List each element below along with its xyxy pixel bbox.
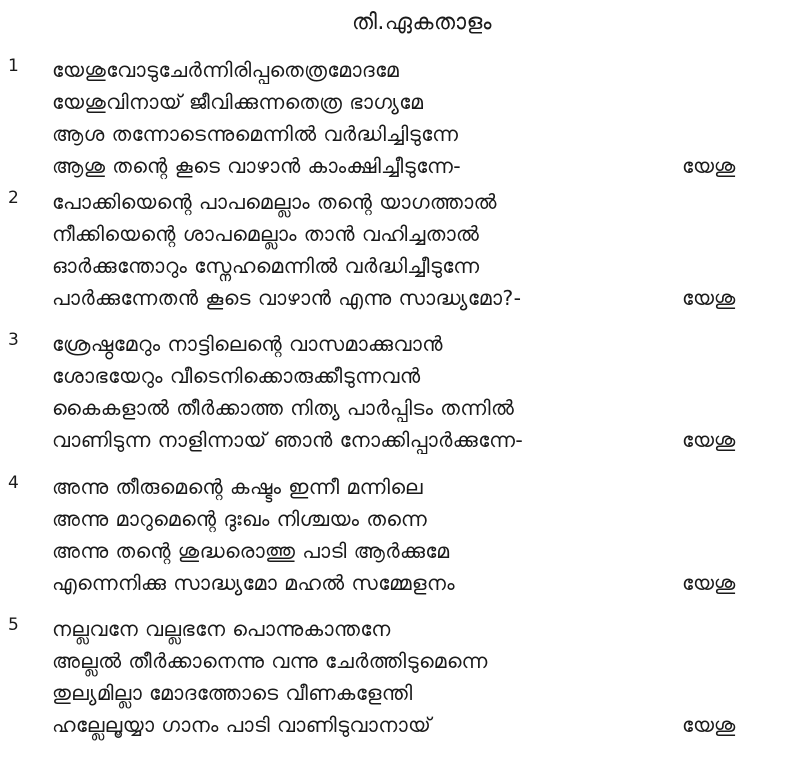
verse-line: അന്നു തന്റെ ശുദ്ധരൊത്തു പാടി ആർക്കുമേ xyxy=(52,539,450,563)
verse-line: കൈകളാൽ തീർക്കാത്ത നിത്യ പാർപ്പിടം തന്നിൽ xyxy=(52,396,515,420)
verse-line: പോക്കിയെന്റെ പാപമെല്ലാം തന്റെ യാഗത്താൽ xyxy=(52,190,497,214)
stanza-2 xyxy=(0,186,787,314)
stanza-1 xyxy=(0,54,787,182)
refrain-cue: യേശു xyxy=(682,428,736,452)
stanza-5 xyxy=(0,613,787,741)
verse-line: ഓർക്കുന്തോറും സ്നേഹമെന്നിൽ വർദ്ധിച്ചീടുന്നേ xyxy=(52,254,480,278)
stanza-4 xyxy=(0,471,787,599)
verse-line: അല്ലൽ തീർക്കാനെന്നു വന്നു ചേർത്തിടുമെന്നെ xyxy=(52,649,488,673)
stanza-number: 4 xyxy=(8,473,19,493)
verse-line: വാണിടുന്ന നാളിന്നായ് ഞാൻ നോക്കിപ്പാർക്കുന്നേ- xyxy=(52,428,524,452)
refrain-cue: യേശു xyxy=(682,154,736,178)
verse-line: നല്ലവനേ വല്ലഭനേ പൊന്നുകാന്തനേ xyxy=(52,617,391,641)
refrain-cue: യേശു xyxy=(682,571,736,595)
refrain-cue: യേശു xyxy=(682,286,736,310)
verse-line: യേശുവോടുചേർന്നിരിപ്പതെത്രമോദമേ xyxy=(52,58,400,82)
verse-line: ഹല്ലേലൂയ്യാ ഗാനം പാടി വാണിടുവാനായ് xyxy=(52,713,432,737)
verse-line: അന്നു തീരുമെന്റെ കഷ്ടം ഇന്നീ മന്നിലെ xyxy=(52,475,423,499)
verse-line: അന്നു മാറുമെന്റെ ദുഃഖം നിശ്ചയം തന്നെ xyxy=(52,507,428,531)
stanza-3 xyxy=(0,328,787,456)
stanza-number: 2 xyxy=(8,188,19,208)
verse-line: എന്നെനിക്കു സാദ്ധ്യമോ മഹൽ സമ്മേളനം xyxy=(52,571,455,595)
stanza-number: 5 xyxy=(8,615,19,635)
stanza-number: 3 xyxy=(8,330,19,350)
verse-line: തുല്യമില്ലാ മോദത്തോടെ വീണകളേന്തി xyxy=(52,681,413,705)
verse-line: ശ്രേഷ്ഠമേറും നാട്ടിലെന്റെ വാസമാക്കുവാൻ xyxy=(52,332,443,356)
verse-line: നീക്കിയെന്റെ ശാപമെല്ലാം താൻ വഹിച്ചതാൽ xyxy=(52,222,480,246)
verse-line: ആശു തന്റെ കൂടെ വാഴാൻ കാംക്ഷിച്ചീടുന്നേ- xyxy=(52,154,462,178)
verse-line: ആശ തന്നോടെന്നുമെന്നിൽ വർദ്ധിച്ചിടുന്നേ xyxy=(52,122,459,146)
verse-line: പാർക്കുന്നേതൻ കൂടെ വാഴാൻ എന്നു സാദ്ധ്യമോ?- xyxy=(52,286,522,310)
tala-heading: തി.ഏകതാളം xyxy=(352,10,492,35)
verse-line: ശോഭയേറും വീടെനിക്കൊരുക്കീടുന്നവൻ xyxy=(52,364,421,388)
stanza-number: 1 xyxy=(8,56,19,76)
refrain-cue: യേശു xyxy=(682,713,736,737)
verse-line: യേശുവിനായ് ജീവിക്കുന്നതെത്ര ഭാഗ്യമേ xyxy=(52,90,424,114)
